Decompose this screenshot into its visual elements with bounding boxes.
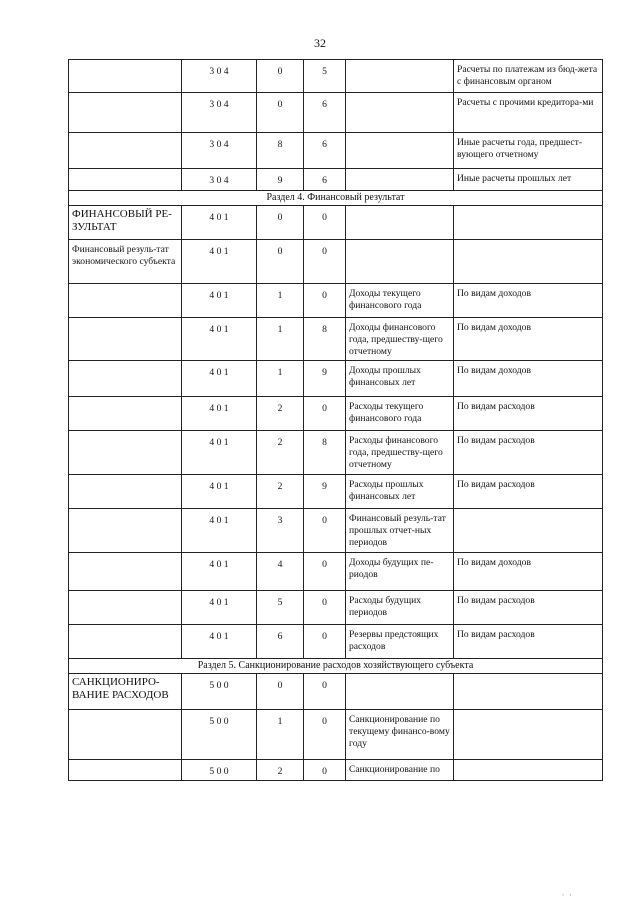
- section-title: Раздел 4. Финансовый результат: [69, 191, 603, 206]
- table-row: [69, 60, 603, 93]
- account-code-cell: 3 0 4: [182, 133, 257, 169]
- account-name-cell: [69, 591, 182, 625]
- account-code-cell: 4 0 1: [182, 553, 257, 591]
- analytics-description-cell: По видам доходов: [454, 318, 603, 361]
- analytics-description-cell: [454, 240, 603, 284]
- account-name-cell: [69, 625, 182, 659]
- account-name-cell: [69, 760, 182, 781]
- analytic-code-cell: 0: [257, 240, 304, 284]
- subaccount-name-cell: [346, 240, 454, 284]
- account-code-cell: 3 0 4: [182, 169, 257, 191]
- account-name-cell: [69, 361, 182, 397]
- subaccount-code-cell: 8: [304, 431, 346, 475]
- account-code-cell: 4 0 1: [182, 206, 257, 240]
- table-row: [69, 318, 603, 361]
- subaccount-code-cell: 5: [304, 60, 346, 93]
- analytics-description-cell: По видам расходов: [454, 475, 603, 509]
- table-row: [69, 625, 603, 659]
- account-code-cell: 4 0 1: [182, 475, 257, 509]
- analytics-description-cell: По видам расходов: [454, 625, 603, 659]
- analytic-code-cell: 2: [257, 431, 304, 475]
- table-row: [69, 553, 603, 591]
- subaccount-name-cell: Расходы финансового года, предшеству-щего отчетному: [346, 431, 454, 475]
- account-name-cell: [69, 397, 182, 431]
- subaccount-name-cell: Расходы будущих периодов: [346, 591, 454, 625]
- analytics-description-cell: По видам расходов: [454, 591, 603, 625]
- account-code-cell: 4 0 1: [182, 591, 257, 625]
- account-name-cell: Финансовый резуль-тат экономического субъекта: [69, 240, 182, 284]
- table-row: [69, 133, 603, 169]
- subaccount-code-cell: 0: [304, 591, 346, 625]
- analytic-code-cell: 2: [257, 475, 304, 509]
- subaccount-code-cell: 0: [304, 284, 346, 318]
- subaccount-name-cell: Резервы предстоящих расходов: [346, 625, 454, 659]
- account-code-cell: 4 0 1: [182, 318, 257, 361]
- subaccount-code-cell: 9: [304, 361, 346, 397]
- analytics-description-cell: Расчеты с прочими кредитора-ми: [454, 93, 603, 133]
- account-name-cell: [69, 475, 182, 509]
- subaccount-code-cell: 8: [304, 318, 346, 361]
- subaccount-name-cell: Доходы будущих пе-риодов: [346, 553, 454, 591]
- account-name-cell: САНКЦИОНИРО-ВАНИЕ РАСХОДОВ: [69, 674, 182, 710]
- account-code-cell: 4 0 1: [182, 397, 257, 431]
- account-code-cell: 4 0 1: [182, 361, 257, 397]
- analytics-description-cell: [454, 509, 603, 553]
- analytics-description-cell: [454, 710, 603, 760]
- section-title: Раздел 5. Санкционирование расходов хозяйствующего субъекта: [69, 659, 603, 674]
- account-code-cell: 5 0 0: [182, 710, 257, 760]
- account-code-cell: 3 0 4: [182, 60, 257, 93]
- account-name-cell: ФИНАНСОВЫЙ РЕ-ЗУЛЬТАТ: [69, 206, 182, 240]
- table-row: [69, 361, 603, 397]
- table-row: [69, 760, 603, 781]
- account-name-cell: [69, 710, 182, 760]
- table-row: [69, 475, 603, 509]
- analytic-code-cell: 9: [257, 169, 304, 191]
- account-code-cell: 4 0 1: [182, 431, 257, 475]
- account-code-cell: 4 0 1: [182, 284, 257, 318]
- account-code-cell: 4 0 1: [182, 240, 257, 284]
- section-heading-row: [69, 659, 603, 674]
- account-name-cell: [69, 431, 182, 475]
- subaccount-name-cell: [346, 206, 454, 240]
- account-name-cell: [69, 318, 182, 361]
- analytic-code-cell: 1: [257, 284, 304, 318]
- subaccount-code-cell: 0: [304, 625, 346, 659]
- account-name-cell: [69, 60, 182, 93]
- subaccount-name-cell: [346, 133, 454, 169]
- analytic-code-cell: 3: [257, 509, 304, 553]
- analytics-description-cell: По видам расходов: [454, 397, 603, 431]
- table-row: [69, 93, 603, 133]
- analytic-code-cell: 6: [257, 625, 304, 659]
- analytics-description-cell: По видам доходов: [454, 553, 603, 591]
- subaccount-name-cell: [346, 169, 454, 191]
- chart-of-accounts-table: [68, 59, 603, 781]
- analytics-description-cell: По видам доходов: [454, 361, 603, 397]
- analytic-code-cell: 0: [257, 206, 304, 240]
- table-row: [69, 169, 603, 191]
- subaccount-code-cell: 0: [304, 397, 346, 431]
- analytic-code-cell: 2: [257, 397, 304, 431]
- analytic-code-cell: 4: [257, 553, 304, 591]
- table-row: [69, 710, 603, 760]
- subaccount-name-cell: Доходы текущего финансового года: [346, 284, 454, 318]
- analytics-description-cell: Иные расчеты прошлых лет: [454, 169, 603, 191]
- account-name-cell: [69, 553, 182, 591]
- table-row: [69, 284, 603, 318]
- account-code-cell: 3 0 4: [182, 93, 257, 133]
- table-row: [69, 397, 603, 431]
- subaccount-code-cell: 0: [304, 553, 346, 591]
- subaccount-code-cell: 0: [304, 674, 346, 710]
- account-code-cell: 5 0 0: [182, 760, 257, 781]
- analytics-description-cell: Иные расчеты года, предшест-вующего отчетному: [454, 133, 603, 169]
- subaccount-name-cell: Доходы прошлых финансовых лет: [346, 361, 454, 397]
- analytics-description-cell: [454, 760, 603, 781]
- subaccount-name-cell: Санкционирование по текущему финансо-вому году: [346, 710, 454, 760]
- analytic-code-cell: 5: [257, 591, 304, 625]
- account-code-cell: 5 0 0: [182, 674, 257, 710]
- analytic-code-cell: 0: [257, 674, 304, 710]
- account-name-cell: [69, 93, 182, 133]
- subaccount-code-cell: 6: [304, 169, 346, 191]
- analytic-code-cell: 2: [257, 760, 304, 781]
- account-name-cell: [69, 509, 182, 553]
- analytic-code-cell: 0: [257, 93, 304, 133]
- account-name-cell: [69, 133, 182, 169]
- analytics-description-cell: По видам доходов: [454, 284, 603, 318]
- subaccount-code-cell: 0: [304, 710, 346, 760]
- subaccount-name-cell: [346, 93, 454, 133]
- account-name-cell: [69, 284, 182, 318]
- table-row: [69, 240, 603, 284]
- account-code-cell: 4 0 1: [182, 509, 257, 553]
- subaccount-name-cell: Финансовый резуль-тат прошлых отчет-ных периодов: [346, 509, 454, 553]
- table-row: [69, 509, 603, 553]
- subaccount-name-cell: [346, 674, 454, 710]
- table-row: [69, 674, 603, 710]
- analytic-code-cell: 1: [257, 361, 304, 397]
- subaccount-code-cell: 6: [304, 133, 346, 169]
- subaccount-code-cell: 0: [304, 760, 346, 781]
- scan-marks: ⋅ ⋅: [561, 890, 572, 900]
- table-row: [69, 431, 603, 475]
- subaccount-name-cell: Санкционирование по: [346, 760, 454, 781]
- account-code-cell: 4 0 1: [182, 625, 257, 659]
- subaccount-code-cell: 0: [304, 206, 346, 240]
- analytic-code-cell: 8: [257, 133, 304, 169]
- analytics-description-cell: По видам расходов: [454, 431, 603, 475]
- analytic-code-cell: 1: [257, 710, 304, 760]
- subaccount-code-cell: 6: [304, 93, 346, 133]
- subaccount-code-cell: 0: [304, 509, 346, 553]
- subaccount-name-cell: Доходы финансового года, предшеству-щего отчетному: [346, 318, 454, 361]
- table-row: [69, 591, 603, 625]
- subaccount-code-cell: 0: [304, 240, 346, 284]
- analytics-description-cell: Расчеты по платежам из бюд-жета с финансовым органом: [454, 60, 603, 93]
- analytics-description-cell: [454, 206, 603, 240]
- subaccount-code-cell: 9: [304, 475, 346, 509]
- account-name-cell: [69, 169, 182, 191]
- section-heading-row: [69, 191, 603, 206]
- analytic-code-cell: 0: [257, 60, 304, 93]
- subaccount-name-cell: Расходы текущего финансового года: [346, 397, 454, 431]
- table-row: [69, 206, 603, 240]
- page-number: 32: [314, 36, 326, 50]
- analytic-code-cell: 1: [257, 318, 304, 361]
- subaccount-name-cell: Расходы прошлых финансовых лет: [346, 475, 454, 509]
- analytics-description-cell: [454, 674, 603, 710]
- subaccount-name-cell: [346, 60, 454, 93]
